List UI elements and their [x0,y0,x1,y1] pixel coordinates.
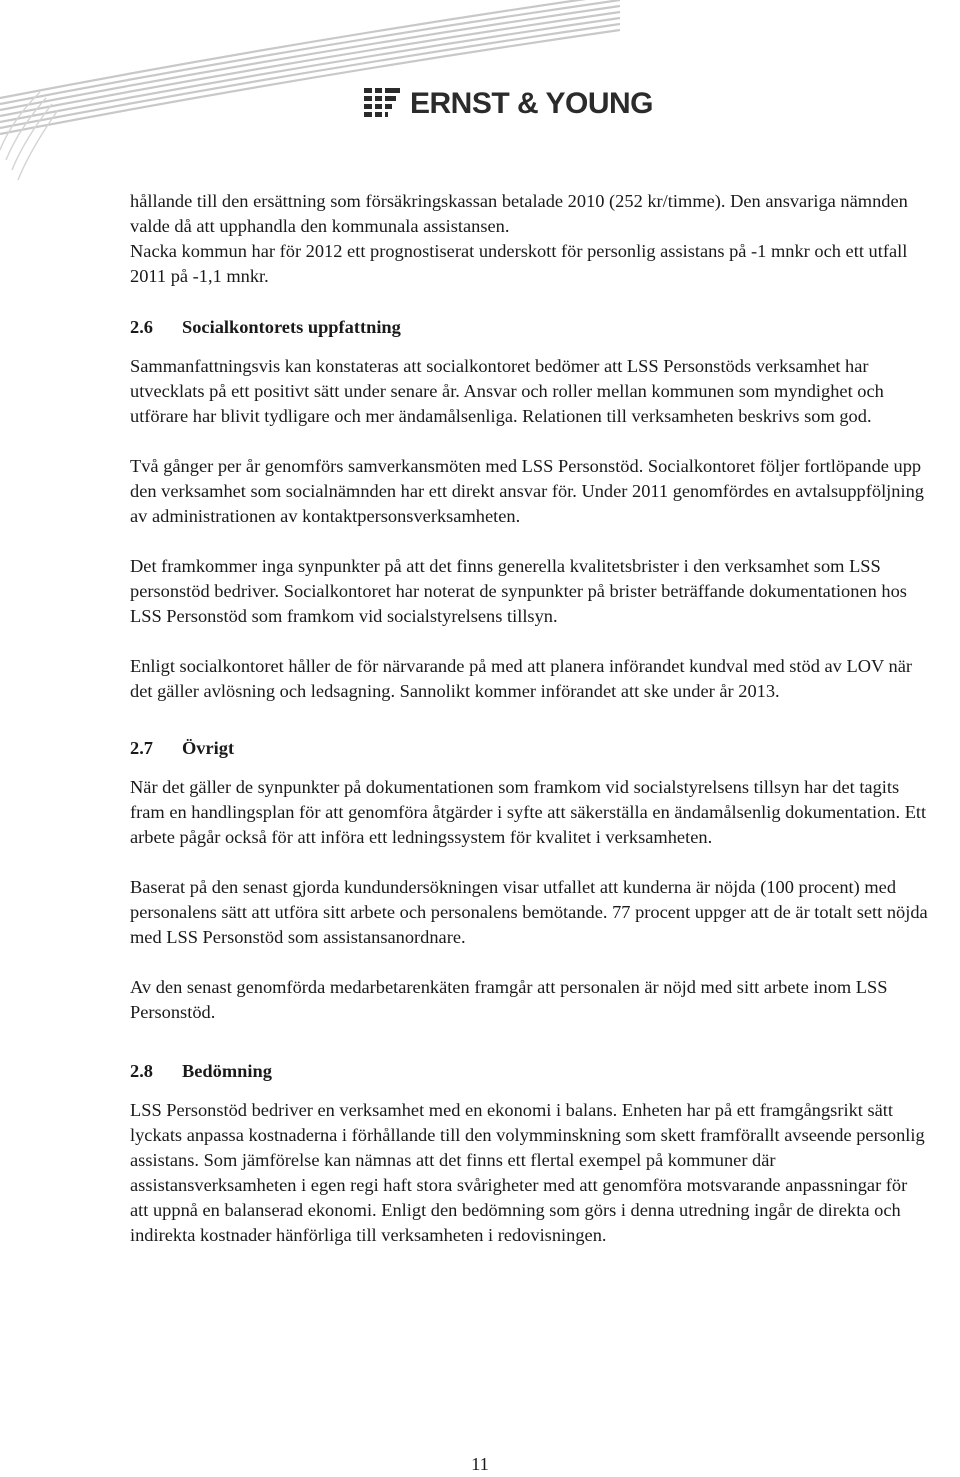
paragraph: Det framkommer inga synpunkter på att det finns generella kvalitetsbrister i den verksamhet som LSS personstöd bedriver. Socialkontoret har noterat de synpunkter på brister beträffande dokumentationen hos LSS Personstöd som framkom vid socialstyrelsens tillsyn. [130,556,907,626]
section-title: Övrigt [182,738,235,758]
paragraph: Av den senast genomförda medarbetarenkäten framgår att personalen är nöjd med sitt arbete inom LSS Personstöd. [130,977,888,1022]
section-heading-2-7 [130,736,930,761]
paragraph: Baserat på den senast gjorda kundundersökningen visar utfallet att kunderna är nöjda (100 procent) med personalens sätt att utföra sitt arbete och personalens bemötande. 77 procent uppger att de är totalt sett nöjda med LSS Personstöd som assistansanordnare. [130,877,928,947]
paragraph: hållande till den ersättning som försäkringskassan betalade 2010 (252 kr/timme). Den ansvariga nämnden valde då att upphandla den kommunala assistansen. [130,191,908,236]
section-number: 2.8 [130,1061,153,1081]
section-number: 2.7 [130,738,153,758]
document-body [130,189,930,1248]
ernst-young-logo [362,84,653,124]
paragraph: Enligt socialkontoret håller de för närvarande på med att planera införandet kundval med stöd av LOV när det gäller avlösning och ledsagning. Sannolikt kommer införandet att ske under år 2013. [130,656,913,701]
page-number: 11 [471,1454,489,1474]
paragraph: När det gäller de synpunkter på dokumentationen som framkom vid socialstyrelsens tillsyn har det tagits fram en handlingsplan för att genomföra åtgärder i syfte att säkerställa en ändamålsenlig dokumentation. Ett arbete pågår också för att införa ett ledningssystem för kvalitet i verksamheten. [130,777,927,847]
section-heading-2-6 [130,315,930,340]
paragraph: LSS Personstöd bedriver en verksamhet med en ekonomi i balans. Enheten har på ett framgångsrikt sätt lyckats anpassa kostnaderna i förhållande till den volymminskning som skett framförallt avseende personlig assistans. Som jämförelse kan nämnas att det finns ett flertal exempel på kommuner där assistansverksamheten i egen regi haft stora svårigheter med att genomföra motsvarande anpassningar för att uppnå en balanserad ekonomi. Enligt den bedömning som görs i denna utredning ingår de direkta och indirekta kostnader hänförliga till verksamheten i redovisningen. [130,1100,925,1245]
paragraph: Två gånger per år genomförs samverkansmöten med LSS Personstöd. Socialkontoret följer fortlöpande upp den verksamhet som socialnämnden har ett direkt ansvar för. Under 2011 genomfördes en avtalsuppföljning av administrationen av kontaktpersonsverksamheten. [130,456,924,526]
section-number: 2.6 [130,317,153,337]
paragraph: Nacka kommun har för 2012 ett prognostiserat underskott för personlig assistans på -1 mnkr och ett utfall 2011 på -1,1 mnkr. [130,241,908,286]
section-title: Socialkontorets uppfattning [182,317,401,337]
section-title: Bedömning [182,1061,272,1081]
logo-text: ERNST & YOUNG [410,87,653,120]
paragraph: Sammanfattningsvis kan konstateras att socialkontoret bedömer att LSS Personstöds verksamhet har utvecklats på ett positivt sätt under senare år. Ansvar och roller mellan kommunen som myndighet och utförare har blivit tydligare och mer ändamålsenliga. Relationen till verksamheten beskrivs som god. [130,356,884,426]
section-heading-2-8 [130,1059,930,1084]
logo-mark-icon [362,86,402,122]
